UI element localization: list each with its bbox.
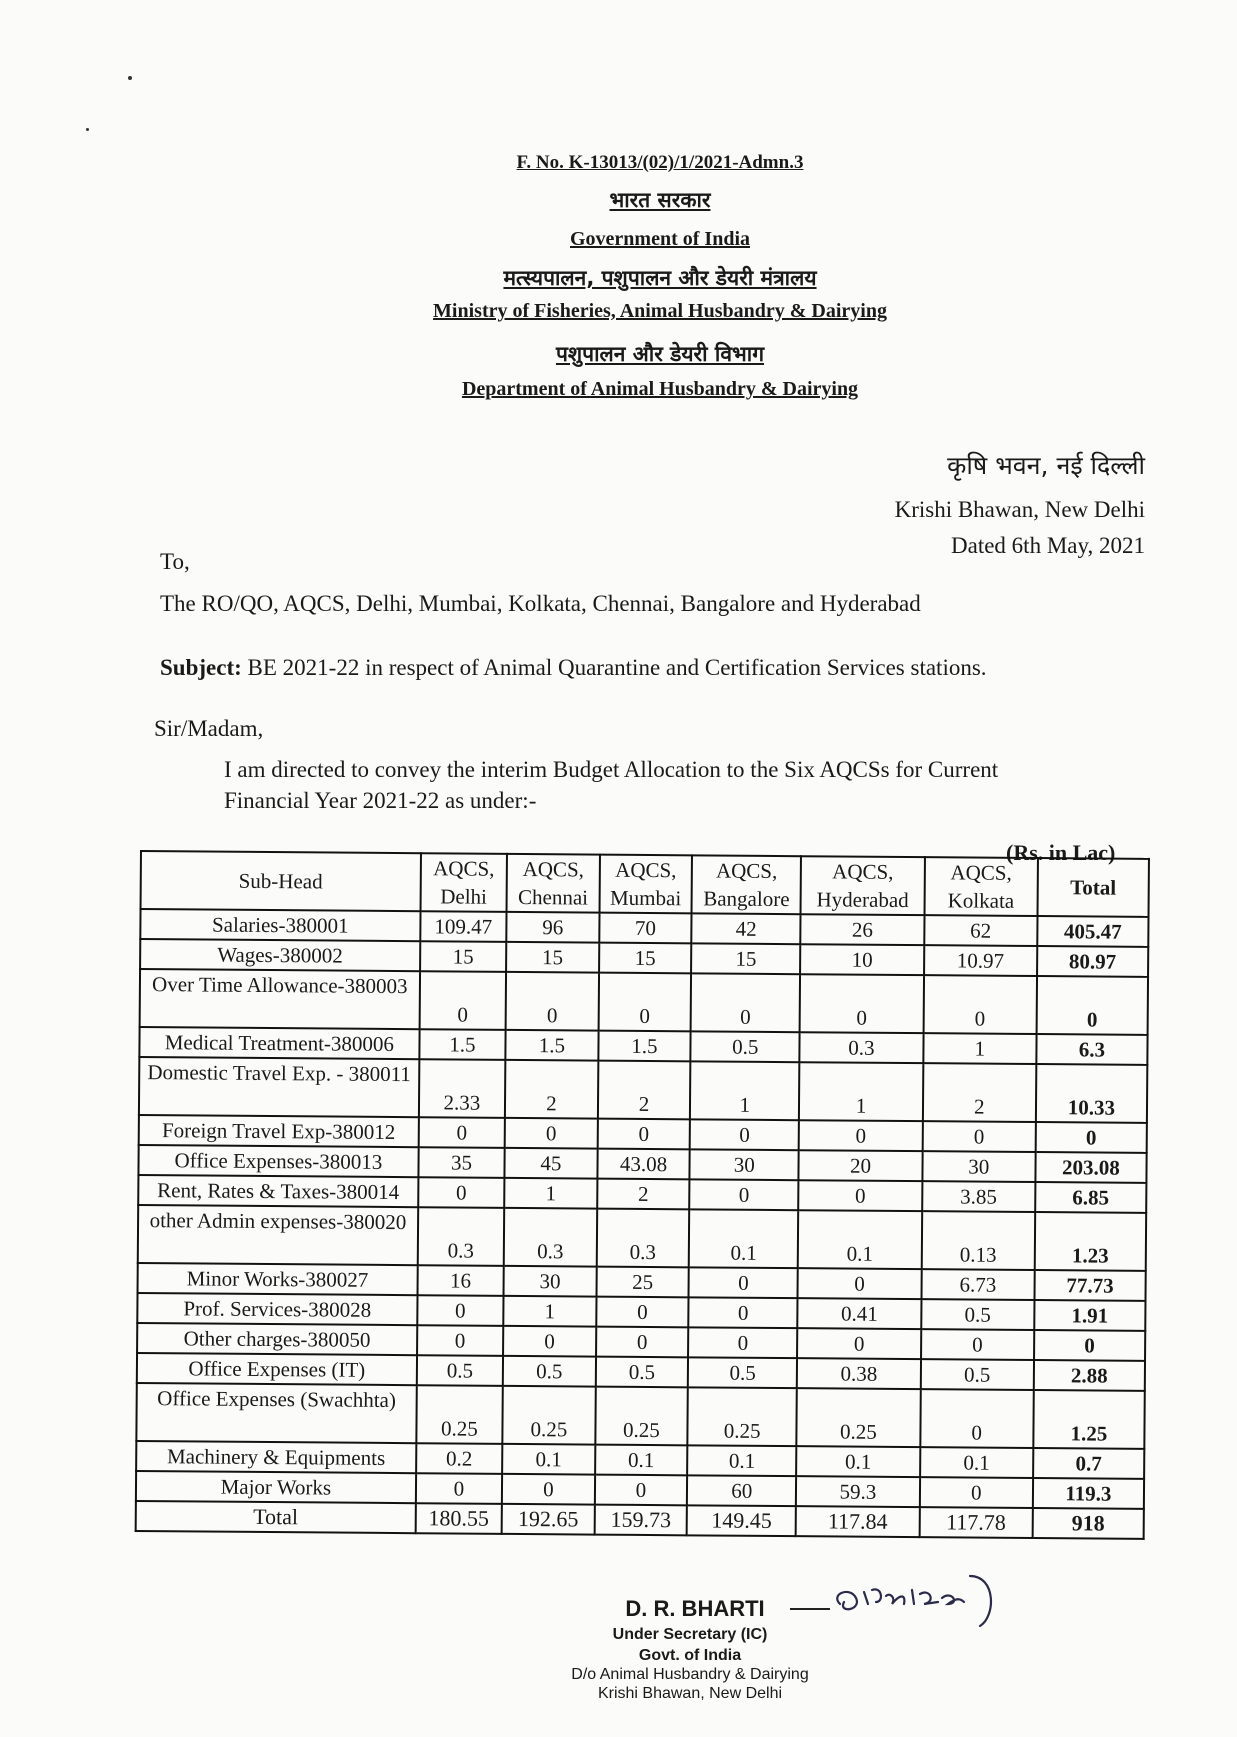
amount-cell: 0.25 — [688, 1387, 797, 1446]
amount-cell: 0 — [799, 1120, 923, 1151]
amount-cell: 3.85 — [922, 1181, 1035, 1212]
amount-cell: 1 — [923, 1033, 1036, 1064]
amount-cell: 0 — [597, 1119, 690, 1150]
header-station: AQCS, Kolkata — [924, 857, 1038, 916]
unit-note: (Rs. in Lac) — [1006, 840, 1116, 865]
sub-head-cell: Prof. Services-380028 — [137, 1293, 417, 1325]
ministry-english: Ministry of Fisheries, Animal Husbandry & Dairying — [433, 300, 887, 322]
amount-cell: 0.1 — [687, 1445, 796, 1476]
sub-head-cell: other Admin expenses-380020 — [138, 1205, 418, 1265]
amount-cell: 0 — [921, 1329, 1034, 1360]
row-total-cell: 203.08 — [1035, 1152, 1146, 1183]
amount-cell: 1.5 — [598, 1031, 691, 1062]
amount-cell: 0 — [798, 1180, 922, 1211]
gov-hindi: भारत सरकार — [609, 188, 711, 212]
amount-cell: 70 — [599, 913, 692, 944]
place-english: Krishi Bhawan, New Delhi — [894, 497, 1145, 522]
amount-cell: 192.65 — [502, 1504, 595, 1535]
sub-head-cell: Wages-380002 — [140, 939, 420, 971]
amount-cell: 45 — [505, 1148, 598, 1179]
amount-cell: 1 — [504, 1178, 597, 1209]
amount-cell: 0.38 — [797, 1358, 921, 1389]
amount-cell: 0.5 — [596, 1357, 689, 1388]
amount-cell: 1 — [799, 1062, 923, 1121]
amount-cell: 159.73 — [594, 1505, 687, 1536]
header-sub-head: Sub-Head — [141, 851, 421, 911]
sub-head-cell: Office Expenses-380013 — [138, 1145, 418, 1177]
amount-cell: 62 — [924, 915, 1037, 946]
file-number: F. No. K-13013/(02)/1/2021-Admn.3 — [516, 152, 804, 173]
recipient: The RO/QO, AQCS, Delhi, Mumbai, Kolkata, Chennai, Bangalore and Hyderabad — [160, 591, 921, 616]
amount-cell: 0.3 — [596, 1209, 689, 1268]
amount-cell: 43.08 — [597, 1149, 690, 1180]
amount-cell: 0.41 — [798, 1298, 922, 1329]
amount-cell: 15 — [599, 943, 692, 974]
signatory-name: D. R. BHARTI — [625, 1596, 765, 1621]
row-total-cell: 0 — [1036, 1122, 1147, 1153]
amount-cell: 0 — [800, 974, 924, 1033]
paragraph-line-2: Financial Year 2021-22 as under:- — [224, 788, 537, 813]
amount-cell: 0 — [689, 1179, 798, 1210]
amount-cell: 2 — [923, 1063, 1037, 1122]
signatory-place: Krishi Bhawan, New Delhi — [597, 1685, 783, 1702]
amount-cell: 0 — [923, 975, 1037, 1034]
sub-head-cell: Domestic Travel Exp. - 380011 — [139, 1057, 419, 1117]
amount-cell: 0 — [505, 1118, 598, 1149]
table-header-row — [141, 851, 1149, 917]
amount-cell: 1 — [690, 1061, 799, 1120]
amount-cell: 0.1 — [595, 1445, 688, 1476]
amount-cell: 0.3 — [418, 1207, 505, 1266]
header-station: AQCS, Mumbai — [599, 855, 692, 914]
amount-cell: 1.5 — [506, 1030, 599, 1061]
amount-cell: 25 — [596, 1267, 689, 1298]
signatory-designation: Under Secretary (IC) — [612, 1626, 768, 1643]
row-total-cell: 1.25 — [1033, 1390, 1145, 1449]
amount-cell: 1 — [503, 1296, 596, 1327]
amount-cell: 0 — [920, 1389, 1034, 1448]
amount-cell: 0 — [419, 971, 506, 1030]
amount-cell: 2 — [505, 1060, 598, 1119]
amount-cell: 0.13 — [921, 1211, 1035, 1270]
gov-english: Government of India — [570, 228, 750, 250]
paragraph-line-1: I am directed to convey the interim Budget Allocation to the Six AQCSs for Current — [224, 757, 999, 782]
amount-cell: 0.5 — [921, 1359, 1034, 1390]
place-hindi: कृषि भवन, नई दिल्ली — [947, 451, 1145, 480]
subject-line — [160, 655, 987, 681]
amount-cell: 60 — [687, 1475, 796, 1506]
amount-cell: 15 — [691, 943, 800, 974]
amount-cell: 0.25 — [595, 1387, 688, 1446]
amount-cell: 0.3 — [504, 1208, 597, 1267]
header-station: AQCS, Hyderabad — [801, 856, 925, 915]
amount-cell: 0 — [596, 1297, 689, 1328]
sub-head-cell: Minor Works-380027 — [138, 1263, 418, 1295]
sub-head-cell: Total — [136, 1501, 416, 1533]
header-station: AQCS, Bangalore — [692, 855, 801, 914]
amount-cell: 0 — [922, 1121, 1035, 1152]
amount-cell: 0 — [598, 973, 691, 1032]
amount-cell: 30 — [690, 1149, 799, 1180]
amount-cell: 15 — [420, 941, 507, 972]
amount-cell: 0.25 — [416, 1385, 503, 1444]
sub-head-cell: Office Expenses (Swachhta) — [136, 1383, 416, 1443]
header-station: AQCS, Delhi — [420, 853, 507, 912]
amount-cell: 0 — [688, 1327, 797, 1358]
subject-label: Subject: — [160, 655, 242, 680]
amount-cell: 0 — [595, 1475, 688, 1506]
amount-cell: 0 — [920, 1477, 1033, 1508]
sub-head-cell: Salaries-380001 — [140, 909, 420, 941]
amount-cell: 149.45 — [687, 1505, 796, 1536]
amount-cell: 0 — [690, 1119, 799, 1150]
amount-cell: 2.33 — [419, 1059, 506, 1118]
amount-cell: 30 — [922, 1151, 1035, 1182]
amount-cell: 0.1 — [502, 1444, 595, 1475]
row-total-cell: 119.3 — [1033, 1478, 1144, 1509]
amount-cell: 0 — [798, 1268, 922, 1299]
row-total-cell: 0 — [1034, 1330, 1145, 1361]
amount-cell: 2 — [597, 1179, 690, 1210]
dept-english: Department of Animal Husbandry & Dairying — [461, 378, 859, 400]
amount-cell: 42 — [692, 913, 801, 944]
amount-cell: 59.3 — [796, 1476, 920, 1507]
row-total-cell: 10.33 — [1036, 1064, 1148, 1123]
amount-cell: 117.84 — [796, 1506, 920, 1537]
sub-head-cell: Foreign Travel Exp-380012 — [139, 1115, 419, 1147]
sub-head-cell: Office Expenses (IT) — [137, 1353, 417, 1385]
amount-cell: 0 — [506, 972, 599, 1031]
amount-cell: 109.47 — [420, 911, 507, 942]
amount-cell: 0 — [596, 1327, 689, 1358]
ministry-hindi: मत्स्यपालन, पशुपालन और डेयरी मंत्रालय — [503, 266, 817, 290]
amount-cell: 0.1 — [920, 1447, 1033, 1478]
amount-cell: 0.1 — [796, 1446, 920, 1477]
amount-cell: 0.25 — [797, 1388, 921, 1447]
sub-head-cell: Medical Treatment-380006 — [139, 1027, 419, 1059]
table-row — [139, 1057, 1147, 1123]
dept-hindi: पशुपालन और डेयरी विभाग — [555, 342, 765, 366]
table-row — [136, 1383, 1144, 1449]
handwritten-signature — [820, 1572, 1020, 1632]
row-total-cell: 0.7 — [1033, 1448, 1144, 1479]
subject-text: BE 2021-22 in respect of Animal Quarantine and Certification Services stations. — [241, 655, 987, 680]
signatory-dept: D/o Animal Husbandry & Dairying — [571, 1666, 809, 1683]
amount-cell: 0 — [503, 1326, 596, 1357]
amount-cell: 2 — [598, 1061, 691, 1120]
sub-head-cell: Other charges-380050 — [137, 1323, 417, 1355]
amount-cell: 0.5 — [921, 1299, 1034, 1330]
scan-speck — [86, 128, 89, 131]
sub-head-cell: Over Time Allowance-380003 — [140, 969, 420, 1029]
amount-cell: 117.78 — [919, 1507, 1032, 1538]
letter-date: Dated 6th May, 2021 — [951, 533, 1145, 558]
amount-cell: 180.55 — [415, 1503, 502, 1534]
amount-cell: 20 — [799, 1150, 923, 1181]
amount-cell: 6.73 — [921, 1269, 1034, 1300]
amount-cell: 0.25 — [503, 1386, 596, 1445]
salutation: Sir/Madam, — [154, 716, 264, 741]
amount-cell: 26 — [801, 914, 925, 945]
amount-cell: 15 — [506, 942, 599, 973]
amount-cell: 0.2 — [416, 1443, 503, 1474]
table-body — [136, 909, 1149, 1539]
amount-cell: 0.1 — [689, 1209, 798, 1268]
amount-cell: 30 — [504, 1266, 597, 1297]
amount-cell: 0 — [416, 1473, 503, 1504]
amount-cell: 0 — [797, 1328, 921, 1359]
amount-cell: 0.5 — [688, 1357, 797, 1388]
row-total-cell: 6.85 — [1035, 1182, 1146, 1213]
amount-cell: 0 — [417, 1295, 504, 1326]
row-total-cell: 0 — [1036, 976, 1148, 1035]
amount-cell: 0.5 — [503, 1356, 596, 1387]
amount-cell: 0.1 — [798, 1210, 922, 1269]
amount-cell: 0.3 — [800, 1032, 924, 1063]
amount-cell: 0 — [418, 1117, 505, 1148]
amount-cell: 0.5 — [417, 1355, 504, 1386]
table-row — [138, 1205, 1146, 1271]
amount-cell: 0 — [689, 1297, 798, 1328]
sub-head-cell: Major Works — [136, 1471, 416, 1503]
amount-cell: 0 — [691, 973, 800, 1032]
row-total-cell: 80.97 — [1037, 946, 1148, 977]
row-total-cell: 1.23 — [1035, 1212, 1147, 1271]
amount-cell: 0 — [689, 1267, 798, 1298]
row-total-cell: 918 — [1032, 1508, 1143, 1539]
row-total-cell: 1.91 — [1034, 1300, 1145, 1331]
amount-cell: 0.5 — [691, 1031, 800, 1062]
amount-cell: 96 — [506, 912, 599, 943]
sub-head-cell: Machinery & Equipments — [136, 1441, 416, 1473]
amount-cell: 16 — [417, 1265, 504, 1296]
amount-cell: 0 — [417, 1325, 504, 1356]
table-row — [140, 969, 1148, 1035]
row-total-cell: 77.73 — [1034, 1270, 1145, 1301]
scan-speck — [128, 76, 132, 80]
header-station: AQCS, Chennai — [507, 854, 600, 913]
row-total-cell: 405.47 — [1037, 916, 1148, 947]
row-total-cell: 2.88 — [1034, 1360, 1145, 1391]
amount-cell: 0 — [418, 1177, 505, 1208]
budget-table — [135, 850, 1150, 1540]
to-label: To, — [160, 549, 190, 574]
header-total: Total — [1037, 858, 1149, 917]
amount-cell: 35 — [418, 1147, 505, 1178]
row-total-cell: 6.3 — [1036, 1034, 1147, 1065]
sub-head-cell: Rent, Rates & Taxes-380014 — [138, 1175, 418, 1207]
amount-cell: 10.97 — [924, 945, 1037, 976]
signatory-org: Govt. of India — [638, 1647, 742, 1664]
amount-cell: 1.5 — [419, 1029, 506, 1060]
amount-cell: 0 — [502, 1474, 595, 1505]
amount-cell: 10 — [800, 944, 924, 975]
